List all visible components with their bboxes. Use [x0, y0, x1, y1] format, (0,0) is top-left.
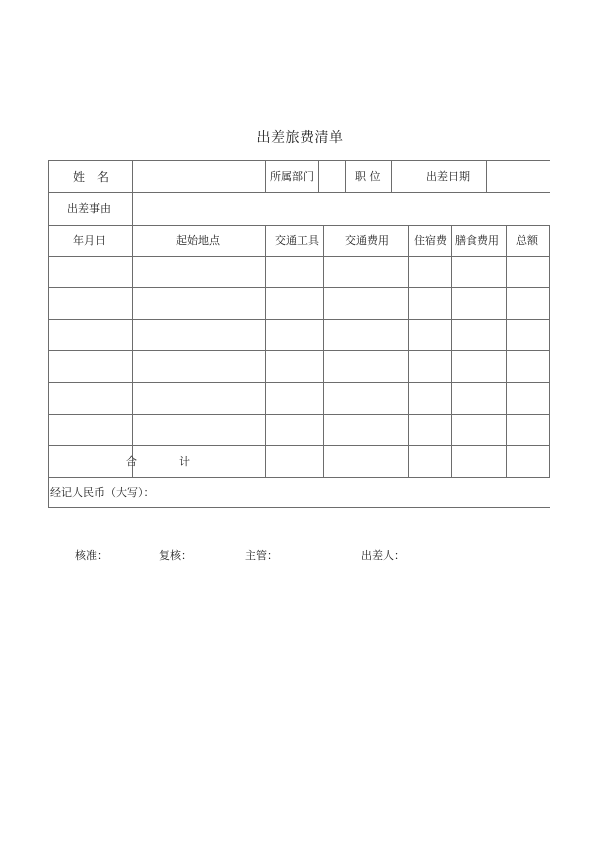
rule-col2-lower	[265, 225, 266, 477]
rmb-capital-label: 经记人民币（大写）：	[50, 486, 155, 499]
rule-col6	[391, 160, 392, 192]
col-header-route: 起始地点	[176, 234, 220, 247]
rule-entry1	[48, 287, 550, 288]
approve-label: 核准：	[75, 549, 108, 562]
rule-total	[48, 477, 550, 478]
rule-entry3	[48, 350, 550, 351]
department-label: 所属部门	[270, 170, 314, 183]
rule-entry6	[48, 445, 550, 446]
rule-col9	[506, 225, 507, 477]
name-label: 姓 名	[73, 170, 110, 184]
rule-row2	[48, 225, 550, 226]
col-header-lodging: 住宿费	[414, 234, 447, 247]
col-header-total: 总额	[516, 234, 538, 247]
rule-bottom	[48, 507, 550, 508]
rule-top	[48, 160, 550, 161]
department-value[interactable]	[320, 162, 344, 191]
rule-col3	[318, 160, 319, 192]
total-label-2: 计	[179, 455, 190, 468]
name-value[interactable]	[134, 162, 264, 191]
rule-col2	[265, 160, 266, 192]
position-value[interactable]	[393, 162, 423, 191]
traveler-label: 出差人：	[361, 549, 405, 562]
trip-date-value[interactable]	[488, 162, 548, 191]
rule-col7	[408, 225, 409, 477]
supervisor-label: 主管：	[245, 549, 278, 562]
col-header-date: 年月日	[73, 234, 106, 247]
rule-col8	[451, 225, 452, 477]
col-header-transport-cost: 交通费用	[345, 234, 389, 247]
expense-form-table	[48, 160, 550, 508]
rule-header	[48, 256, 550, 257]
rule-left	[48, 160, 49, 508]
position-label: 职 位	[355, 170, 381, 183]
rule-total-col	[265, 445, 266, 477]
rule-entry4	[48, 382, 550, 383]
rule-entry5	[48, 414, 550, 415]
reason-value[interactable]	[134, 194, 548, 224]
rule-col5	[345, 160, 346, 192]
col-header-transport: 交通工具	[275, 234, 319, 247]
rule-col1	[132, 160, 133, 477]
total-label-1: 合	[126, 455, 137, 468]
review-label: 复核：	[159, 549, 192, 562]
trip-date-label: 出差日期	[426, 170, 470, 183]
form-title: 出差旅费清单	[256, 130, 344, 146]
rule-row1	[48, 192, 550, 193]
rule-right	[549, 225, 550, 477]
reason-label: 出差事由	[67, 202, 111, 215]
rule-col9-top	[486, 160, 487, 192]
rule-entry2	[48, 319, 550, 320]
rule-col4	[323, 225, 324, 477]
col-header-meals: 膳食费用	[455, 234, 499, 247]
